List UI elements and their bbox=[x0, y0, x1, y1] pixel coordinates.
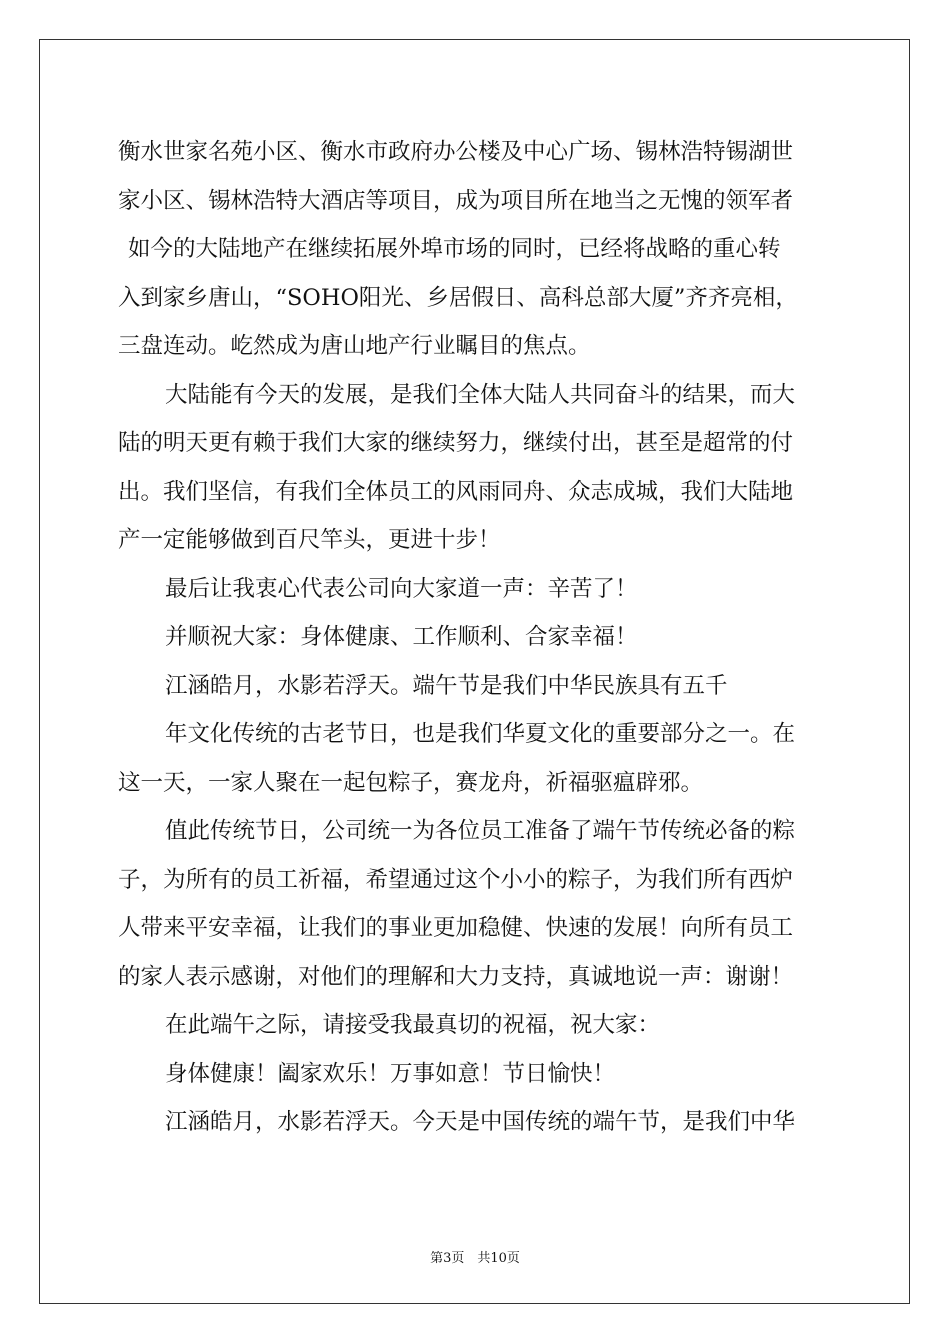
text-line: 的家人表示感谢，对他们的理解和大力支持，真诚地说一声：谢谢！ bbox=[118, 963, 794, 990]
text-line: 产一定能够做到百尺竿头，更进十步！ bbox=[118, 527, 501, 553]
text-line: 江涵皓月，水影若浮天。端午节是我们中华民族具有五千 bbox=[165, 672, 728, 699]
text-line: 身体健康！阖家欢乐！万事如意！节日愉快！ bbox=[165, 1060, 616, 1087]
text-line: 出。我们坚信，有我们全体员工的风雨同舟、众志成城，我们大陆地 bbox=[118, 478, 794, 505]
text-line: 人带来平安幸福，让我们的事业更加稳健、快速的发展！向所有员工 bbox=[118, 915, 794, 941]
text-line: 大陆能有今天的发展，是我们全体大陆人共同奋斗的结果，而大 bbox=[165, 381, 796, 408]
text-line: 如今的大陆地产在继续拓展外埠市场的同时，已经将战略的重心转 bbox=[128, 236, 781, 262]
text-line: 并顺祝大家：身体健康、工作顺利、合家幸福！ bbox=[165, 624, 638, 650]
text-line: 这一天，一家人聚在一起包粽子，赛龙舟，祈福驱瘟辟邪。 bbox=[118, 769, 704, 796]
text-line: 在此端午之际，请接受我最真切的祝福，祝大家： bbox=[165, 1012, 661, 1038]
text-line: 衡水世家名苑小区、衡水市政府办公楼及中心广场、锡林浩特锡湖世 bbox=[118, 139, 794, 165]
text-line: 最后让我衷心代表公司向大家道一声：辛苦了！ bbox=[165, 575, 638, 602]
text-line: 入到家乡唐山，“SOHO阳光、乡居假日、高科总部大厦”齐齐亮相， bbox=[118, 284, 798, 311]
text-line: 值此传统节日，公司统一为各位员工准备了端午节传统必备的粽 bbox=[165, 818, 796, 844]
document-body bbox=[118, 128, 838, 1147]
text-line: 陆的明天更有赖于我们大家的继续努力，继续付出，甚至是超常的付 bbox=[118, 430, 794, 456]
text-line: 三盘连动。屹然成为唐山地产行业瞩目的焦点。 bbox=[118, 333, 591, 359]
text-line: 家小区、锡林浩特大酒店等项目，成为项目所在地当之无愧的领军者 bbox=[118, 187, 794, 214]
text-line: 子，为所有的员工祈福，希望通过这个小小的粽子，为我们所有西炉 bbox=[118, 866, 794, 893]
page-number-footer: 第3页 共10页 bbox=[430, 1251, 520, 1266]
text-line: 江涵皓月，水影若浮天。今天是中国传统的端午节，是我们中华 bbox=[165, 1109, 796, 1135]
text-line: 年文化传统的古老节日，也是我们华夏文化的重要部分之一。在 bbox=[165, 721, 796, 747]
